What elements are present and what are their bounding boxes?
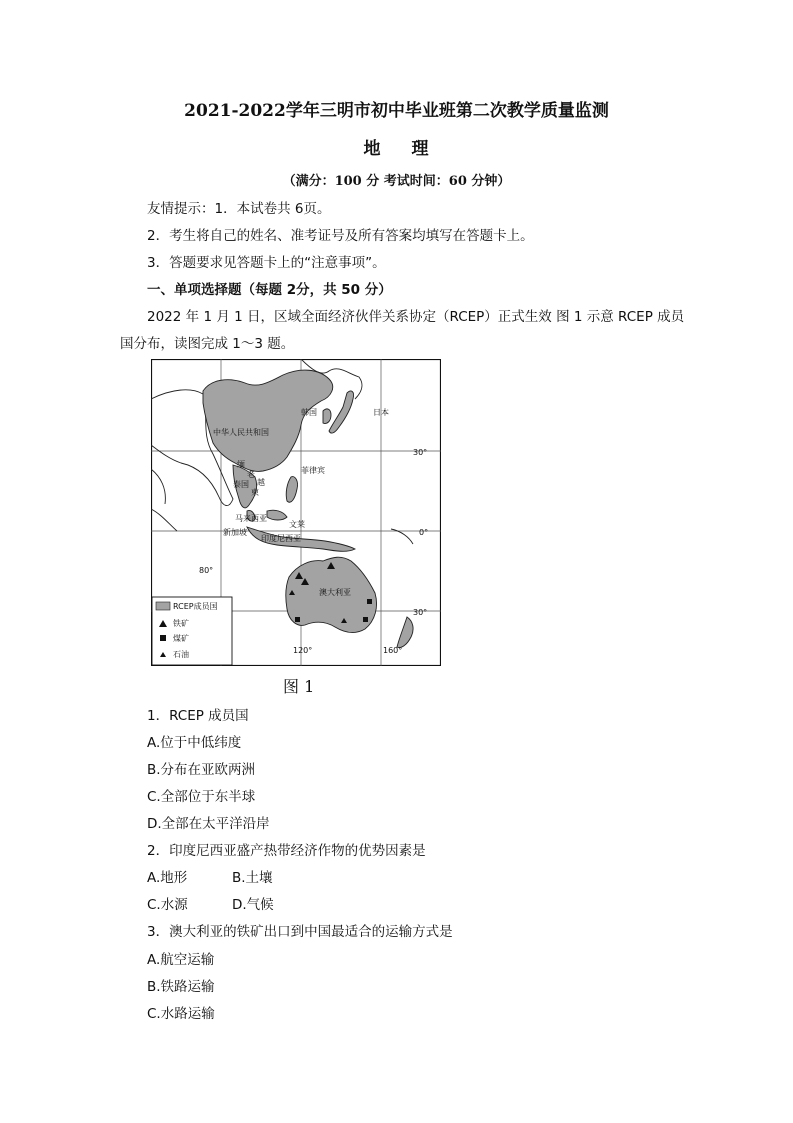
question-3-option-b: B.铁路运输 (147, 979, 215, 995)
exam-title: 2021-2022学年三明市初中毕业班第二次教学质量监测 (184, 101, 609, 121)
lat-label-0: 0° (419, 528, 429, 537)
question-3-option-c: C.水路运输 (147, 1006, 215, 1022)
subject-char-2: 理 (411, 139, 430, 159)
legend-coal: 煤矿 (173, 634, 189, 643)
note-item-3: 3．答题要求见答题卡上的“注意事项”。 (147, 255, 386, 271)
question-2-option-a: A.地形 (147, 870, 188, 886)
lon-label-80: 80° (199, 566, 214, 575)
intro-line-2: 国分布，读图完成 1～3 题。 (120, 336, 295, 352)
question-1-option-b: B.分布在亚欧两洲 (147, 762, 256, 778)
lat-label-30n: 30° (413, 448, 428, 457)
label-myanmar: 缅 (237, 460, 245, 469)
section-heading: 一、单项选择题（每题 2分，共 50 分） (147, 282, 392, 298)
question-2-option-b: B.土壤 (232, 870, 273, 886)
figure-caption: 图 1 (283, 677, 315, 696)
question-2-option-d: D.气候 (232, 897, 274, 913)
question-3-stem: 3．澳大利亚的铁矿出口到中国最适合的运输方式是 (147, 924, 453, 940)
label-singapore: 新加坡 (223, 528, 247, 537)
lon-label-120: 120° (293, 646, 313, 655)
rcep-map (151, 359, 441, 666)
subject-title (0, 134, 793, 159)
legend-iron: 铁矿 (173, 619, 189, 628)
label-china: 中华人民共和国 (213, 428, 269, 437)
label-cambodia: 柬 (251, 488, 259, 497)
subject-char-1: 地 (363, 139, 382, 159)
lat-label-30s: 30° (413, 608, 428, 617)
label-thailand: 泰国 (233, 480, 249, 489)
label-philippines: 菲律宾 (301, 466, 325, 475)
question-1-stem: 1．RCEP 成员国 (147, 708, 249, 724)
label-japan: 日本 (373, 408, 389, 417)
coal-marker (295, 617, 300, 622)
label-korea: 韩国 (301, 408, 317, 417)
exam-meta: （满分：100 分 考试时间：60 分钟） (282, 174, 511, 189)
question-2-stem: 2．印度尼西亚盛产热带经济作物的优势因素是 (147, 843, 426, 859)
tip-line: 友情提示：1．本试卷共 6页。 (147, 201, 331, 217)
coal-marker (363, 617, 368, 622)
question-1-option-a: A.位于中低纬度 (147, 735, 242, 751)
lon-label-160: 160° (383, 646, 403, 655)
label-vietnam: 越 (257, 478, 265, 487)
legend-member: RCEP成员国 (173, 602, 218, 611)
label-laos: 老 (247, 470, 255, 479)
label-australia: 澳大利亚 (319, 588, 351, 597)
map-legend (152, 597, 232, 665)
question-3-option-a: A.航空运输 (147, 952, 215, 968)
question-1-option-c: C.全部位于东半球 (147, 789, 256, 805)
question-1-option-d: D.全部在太平洋沿岸 (147, 816, 270, 832)
label-indonesia: 印度尼西亚 (261, 534, 301, 543)
coal-marker (367, 599, 372, 604)
label-brunei: 文莱 (289, 520, 305, 529)
legend-oil: 石油 (173, 650, 189, 659)
note-item-2: 2．考生将自己的姓名、准考证号及所有答案均填写在答题卡上。 (147, 228, 534, 244)
question-2-option-c: C.水源 (147, 897, 188, 913)
intro-line-1: 2022 年 1 月 1 日，区域全面经济伙伴关系协定（RCEP）正式生效 图 1 示意 RCEP 成员 (147, 309, 685, 325)
label-malaysia: 马来西亚 (235, 514, 267, 523)
